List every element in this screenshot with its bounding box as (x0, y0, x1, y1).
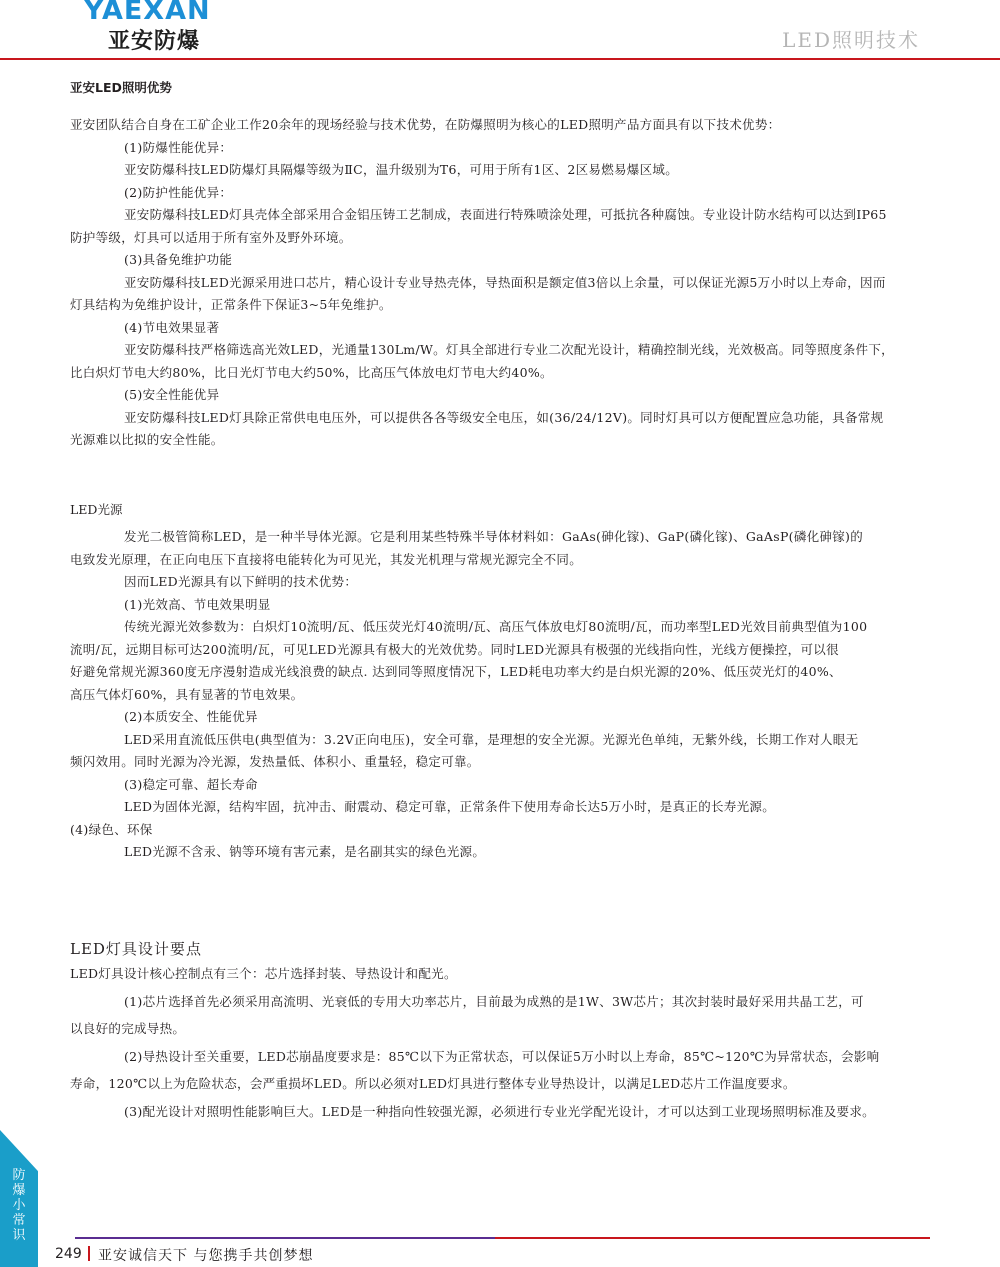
brand-logo (84, 0, 244, 55)
paragraph-line: 寿命，120℃以上为危险状态，会严重损坏LED。所以必须对LED灯具进行整体专业导热设计，以满足LED芯片工作温度要求。 (70, 1076, 796, 1091)
paragraph-line: 流明/瓦，远期目标可达200流明/瓦，可见LED光源具有极大的光效优势。同时LED光源具有极强的光线指向性，光线方便操控，可以很 (70, 641, 839, 657)
paragraph-line: 因而LED光源具有以下鲜明的技术优势： (124, 574, 358, 589)
paragraph-line: 亚安防爆科技LED灯具除正常供电电压外，可以提供各各等级安全电压，如(36/24/12V)。同时灯具可以方便配置应急功能，具备常规 (124, 409, 884, 425)
header-divider (0, 58, 1000, 60)
paragraph-line: 光源难以比拟的安全性能。 (70, 432, 224, 447)
paragraph-line: 亚安防爆科技LED灯具壳体全部采用合金铝压铸工艺制成，表面进行特殊喷涂处理，可抵抗各种腐蚀。专业设计防水结构可以达到IP65 (124, 207, 887, 222)
paragraph-line: 传统光源光效参数为：白炽灯10流明/瓦、低压荧光灯40流明/瓦、高压气体放电灯80流明/瓦，而功率型LED光效目前典型值为100 (124, 619, 868, 634)
led-source-body (70, 526, 976, 864)
list-heading: (2)防护性能优异： (124, 184, 233, 200)
paragraph-line: (2)导热设计至关重要，LED芯崩晶度要求是：85℃以下为正常状态，可以保证5万小时以上寿命，85℃~120℃为异常状态，会影响 (124, 1048, 880, 1064)
paragraph-line: (3)配光设计对照明性能影响巨大。LED是一种指向性较强光源，必须进行专业光学配光设计，才可以达到工业现场照明标准及要求。 (124, 1103, 875, 1119)
list-heading: (3)具备免维护功能 (124, 252, 233, 267)
footer-divider-accent (75, 1237, 495, 1239)
list-heading: (3)稳定可靠、超长寿命 (124, 776, 258, 792)
list-heading: (4)绿色、环保 (70, 821, 153, 837)
advantages-body (70, 114, 976, 452)
paragraph-line: 防护等级，灯具可以适用于所有室外及野外环境。 (70, 229, 352, 245)
list-heading: (5)安全性能优异 (124, 387, 220, 402)
footer-slogan: 亚安诚信天下 与您携手共创梦想 (98, 1248, 314, 1264)
paragraph-line: 好避免常规光源360度无序漫射造成光线浪费的缺点. 达到同等照度情况下，LED耗电功率大约是白炽光源的20%、低压荧光灯的40%、 (70, 664, 842, 679)
paragraph-line: LED光源不含汞、钠等环境有害元素，是名副其实的绿色光源。 (124, 844, 486, 859)
paragraph-line: LED灯具设计核心控制点有三个：芯片选择封装、导热设计和配光。 (70, 966, 457, 981)
page-number: 249 (55, 1246, 82, 1262)
paragraph-line: LED采用直流低压供电(典型值为：3.2V正向电压)，安全可靠，是理想的安全光源。光源光色单纯，无紫外线，长期工作对人眼无 (124, 731, 859, 747)
paragraph-line: 发光二极管简称LED，是一种半导体光源。它是利用某些特殊半导体材料如：GaAs(砷化镓)、GaP(磷化镓)、GaAsP(磷化砷镓)的 (124, 529, 864, 544)
paragraph-line: 亚安防爆科技LED光源采用进口芯片，精心设计专业导热壳体，导热面积是额定值3倍以上余量，可以保证光源5万小时以上寿命，因而 (124, 274, 886, 290)
page-header-title: LED照明技术 (782, 28, 920, 52)
section-heading-led-source: LED光源 (70, 502, 123, 517)
paragraph-line: 电致发光原理，在正向电压下直接将电能转化为可见光，其发光机理与常规光源完全不同。 (70, 551, 583, 567)
footer-separator (88, 1246, 90, 1261)
list-heading: (4)节电效果显著 (124, 319, 220, 335)
paragraph-line: 亚安团队结合自身在工矿企业工作20余年的现场经验与技术优势，在防爆照明为核心的LED照明产品方面具有以下技术优势： (70, 117, 781, 132)
paragraph-line: LED为固体光源，结构牢固，抗冲击、耐震动、稳定可靠，正常条件下使用寿命长达5万小时，是真正的长寿光源。 (124, 799, 776, 814)
section-heading-design-points: LED灯具设计要点 (70, 940, 202, 958)
logo-english: YAEXAN (84, 0, 211, 20)
design-points-body (70, 960, 976, 1125)
logo-chinese: 亚安防爆 (108, 29, 201, 54)
paragraph-line: 比白炽灯节电大约80%，比日光灯节电大约50%，比高压气体放电灯节电大约40%。 (70, 364, 553, 380)
section-heading-advantages: 亚安LED照明优势 (70, 80, 172, 95)
paragraph-line: 亚安防爆科技严格筛选高光效LED，光通量130Lm/W。灯具全部进行专业二次配光设计，精确控制光线，光效极高。同等照度条件下， (124, 342, 894, 357)
side-tab-label: 防爆小常识 (12, 1168, 26, 1243)
paragraph-line: 以良好的完成导热。 (70, 1021, 186, 1036)
list-heading: (2)本质安全、性能优异 (124, 709, 258, 724)
paragraph-line: (1)芯片选择首先必须采用高流明、光衰低的专用大功率芯片，目前最为成熟的是1W、3W芯片；其次封装时最好采用共晶工艺，可 (124, 993, 864, 1009)
list-heading: (1)光效高、节电效果明显 (124, 596, 271, 612)
list-heading: (1)防爆性能优异： (124, 139, 233, 155)
paragraph-line: 频闪效用。同时光源为冷光源，发热量低、体积小、重量轻，稳定可靠。 (70, 754, 480, 769)
paragraph-line: 亚安防爆科技LED防爆灯具隔爆等级为ⅡC，温升级别为T6，可用于所有1区、2区易燃易爆区域。 (124, 162, 679, 177)
paragraph-line: 灯具结构为免维护设计，正常条件下保证3~5年免维护。 (70, 297, 392, 312)
paragraph-line: 高压气体灯60%，具有显著的节电效果。 (70, 686, 304, 702)
